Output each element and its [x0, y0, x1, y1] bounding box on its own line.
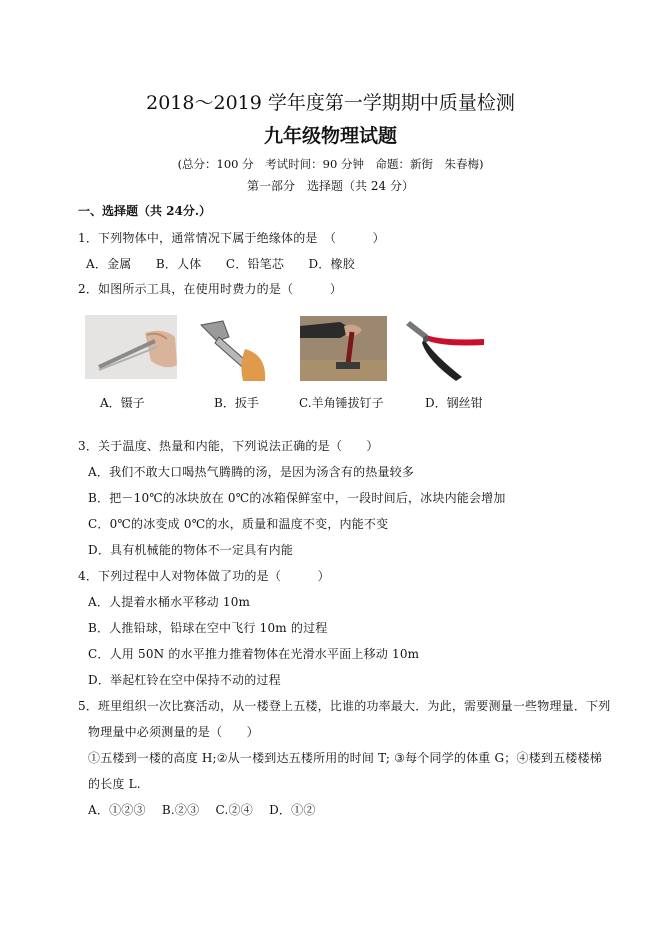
pliers-image — [404, 315, 488, 381]
q3-option-a: A．我们不敢大口喝热气腾腾的汤，是因为汤含有的热量较多 — [88, 465, 415, 479]
q3-option-b: B．把－10℃的冰块放在 0℃的冰箱保鲜室中，一段时间后，冰块内能会增加 — [88, 491, 506, 505]
q2-stem: 2．如图所示工具，在使用时费力的是（ ） — [78, 282, 343, 296]
q4-option-a: A．人提着水桶水平移动 10m — [88, 595, 251, 609]
q5-options: A．①②③ B.②③ C.②④ D．①② — [88, 803, 316, 817]
section-heading: 一、选择题（共 24分.） — [78, 204, 212, 218]
q3-stem: 3．关于温度、热量和内能，下列说法正确的是（ ） — [78, 439, 379, 453]
q5-items-line1: ①五楼到一楼的高度 H;②从一楼到达五楼所用的时间 T; ③每个同学的体重 G；④楼到五楼楼梯 — [88, 751, 602, 765]
q4-stem: 4．下列过程中人对物体做了功的是（ ） — [78, 569, 330, 583]
q2-caption-c: C.羊角锤拔钉子 — [299, 396, 384, 410]
q2-caption-b: B．扳手 — [214, 396, 259, 410]
hammer-image — [300, 316, 387, 381]
q1-options: A．金属 B．人体 C．铅笔芯 D．橡胶 — [86, 257, 355, 271]
q3-option-d: D．具有机械能的物体不一定具有内能 — [88, 543, 294, 557]
q3-option-c: C．0℃的冰变成 0℃的水，质量和温度不变，内能不变 — [88, 517, 389, 531]
q5-items-line2: 的长度 L. — [88, 777, 141, 791]
tweezers-image — [85, 315, 177, 379]
wrench-image — [195, 315, 270, 383]
q4-option-d: D．举起杠铃在空中保持不动的过程 — [88, 673, 281, 687]
part-heading: 第一部分 选择题（共 24 分） — [247, 179, 414, 193]
q4-option-b: B．人推铅球，铅球在空中飞行 10m 的过程 — [88, 621, 328, 635]
q1-stem: 1．下列物体中，通常情况下属于绝缘体的是 （ ） — [78, 231, 385, 245]
exam-title: 2018～2019 学年度第一学期期中质量检测 — [146, 92, 515, 114]
q5-stem-line2: 物理量中必须测量的是（ ） — [88, 725, 259, 739]
q5-stem-line1: 5．班里组织一次比赛活动，从一楼登上五楼，比谁的功率最大．为此，需要测量一些物理量．下列 — [78, 699, 611, 713]
q2-caption-d: D．钢丝钳 — [425, 396, 483, 410]
q2-caption-a: A．镊子 — [100, 396, 145, 410]
q4-option-c: C．人用 50N 的水平推力推着物体在光滑水平面上移动 10m — [88, 647, 420, 661]
exam-subtitle: 九年级物理试题 — [263, 125, 397, 147]
exam-info: (总分：100 分 考试时间：90 分钟 命题：新街 朱春梅) — [177, 157, 484, 171]
